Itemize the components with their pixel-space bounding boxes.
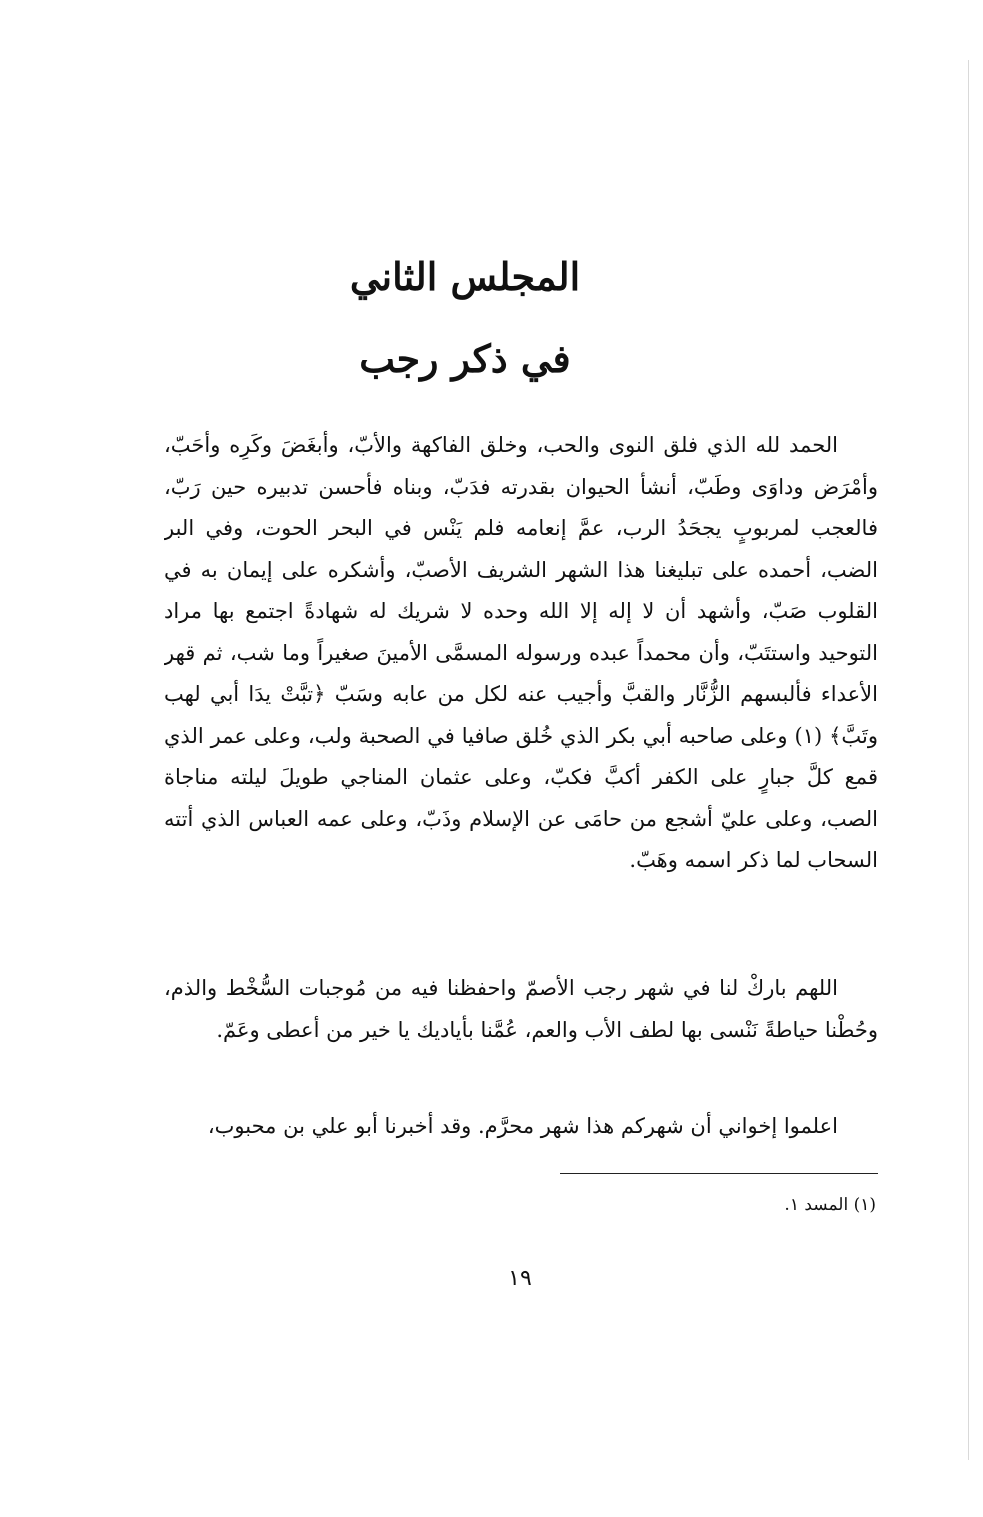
chapter-title: المجلس الثاني: [349, 254, 581, 299]
chapter-subtitle: في ذكر رجب: [359, 336, 571, 381]
paragraph-text: اللهم باركْ لنا في شهر رجب الأصمّ واحفظنا فيه من مُوجبات السُّخْط والذم، وحُطْنا حياطةً نَنْسى بها لطف الأب والعم، عُمَّنا بأياديك يا خير من أعطى وعَمّ.: [164, 976, 878, 1042]
body-paragraph: [164, 1106, 878, 1150]
paragraph-text: الحمد لله الذي فلق النوى والحب، وخلق الفاكهة والأبّ، وأبغَضَ وكَرِه وأحَبّ، وأمْرَض وداوَى وطَبّ، أنشأ الحيوان بقدرته فدَبّ، وبناه فأحسن تدبيره حين رَبّ، فالعجب لمربوبٍ يجحَدُ الرب، عمَّ إنعامه فلم يَنْس في البحر الحوت، وفي البر الضب، أحمده على تبليغنا هذا الشهر الشريف الأصبّ، وأشكره على إيمان به في القلوب صَبّ، وأشهد أن لا إله إلا الله وحده لا شريك له شهادةً اجتمع بها مراد التوحيد واستتَبّ، وأن محمداً عبده ورسوله المسمَّى الأمينَ صغيراً وما شب، ثم قهر الأعداء فألبسهم الزُّنَّار والقبَّ وأجيب عنه لكل من عابه وسَبّ ﴿تبَّتْ يدَا أبي لهب وتَبَّ﴾ (١) وعلى صاحبه أبي بكر الذي خُلق صافيا في الصحبة ولب، وعلى عمر الذي قمع كلَّ جبارٍ على الكفر أكبَّ فكبّ، وعلى عثمان المناجي طويلَ ليلته مناجاة الصب، وعلى عليّ أشجع من حامَى عن الإسلام وذَبّ، وعلى عمه العباس الذي أتته السحاب لما ذكر اسمه وهَبّ.: [164, 433, 878, 872]
page-edge-line: [968, 60, 969, 1460]
footnote: (١) المسد ١.: [784, 1195, 876, 1215]
footnote-divider: [560, 1173, 878, 1174]
page-number: ١٩: [508, 1266, 532, 1291]
paragraph-text: اعلموا إخواني أن شهركم هذا شهر محرَّم. وقد أخبرنا أبو علي بن محبوب،: [207, 1114, 838, 1138]
body-paragraph: [164, 968, 878, 1094]
body-paragraph: [164, 425, 878, 965]
